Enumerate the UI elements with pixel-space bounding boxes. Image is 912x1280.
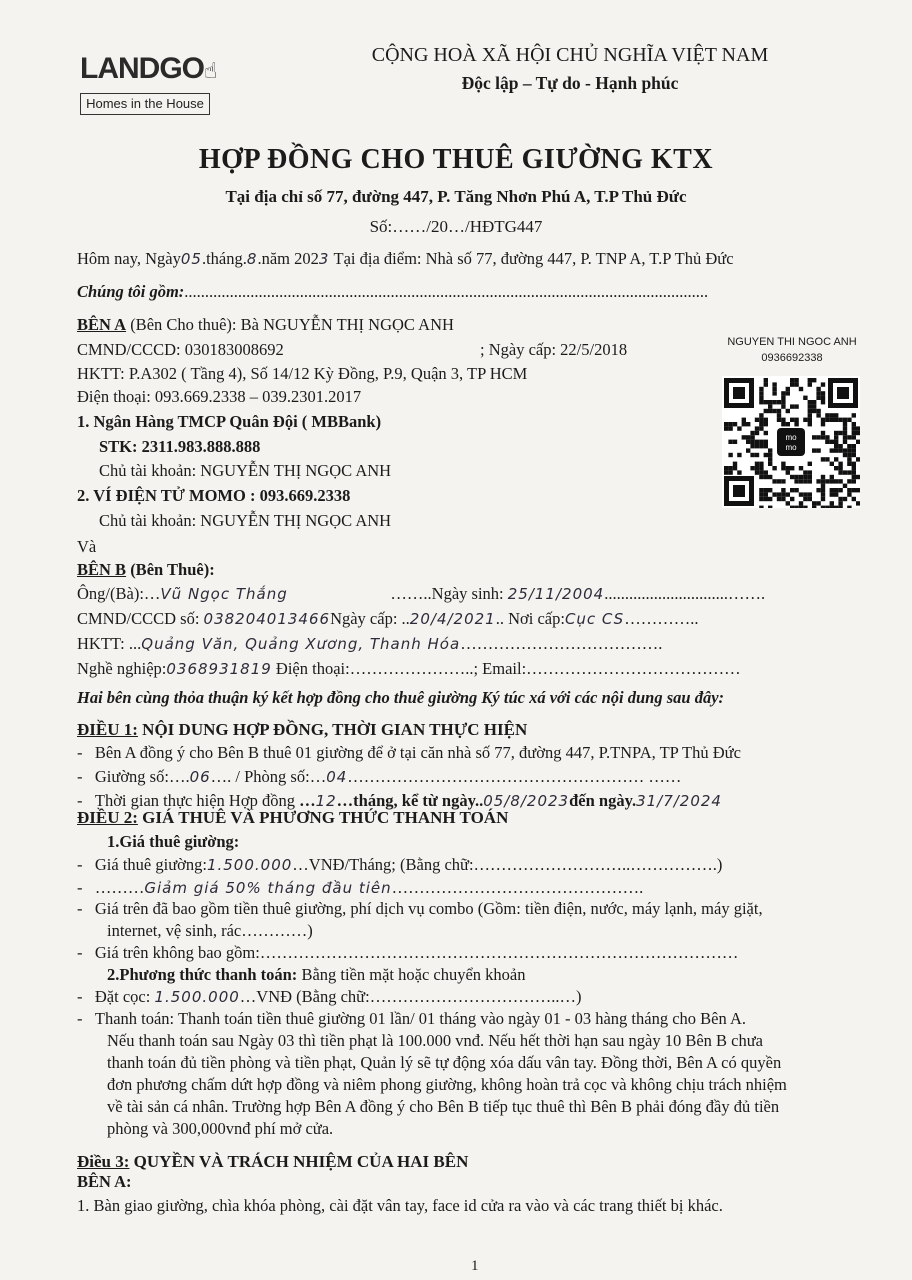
qr-center-label: mo	[785, 433, 797, 442]
party-b-id: 038204013466	[203, 610, 331, 628]
payment-method: 2.Phương thức thanh toán: Bằng tiền mặt hoặc chuyển khoản	[107, 965, 526, 984]
party-b-residence: Quảng Văn, Quảng Xương, Thanh Hóa	[141, 635, 461, 653]
party-a-residence: HKTT: P.A302 ( Tầng 4), Số 14/12 Kỳ Đồng, P.9, Quận 3, TP HCM	[77, 364, 528, 383]
payment-terms-2: Nếu thanh toán sau Ngày 03 thì tiền phạt là 100.000 vnđ. Nếu hết thời hạn sau ngày 10 Bên B chưa	[107, 1031, 763, 1050]
article1-heading: ĐIỀU 1: NỘI DUNG HỢP ĐỒNG, THỜI GIAN THỰC HIỆN	[77, 720, 528, 739]
party-b-dob: 25/11/2004	[507, 585, 605, 603]
term-months: 12	[315, 792, 337, 810]
deposit-line: - Đặt cọc: 1.500.000…VNĐ (Bằng chữ:……………………………..…)	[77, 987, 582, 1006]
date-year: 3	[318, 250, 330, 268]
party-a-id: CMND/CCCD: 030183008692	[77, 340, 284, 359]
includes-line: - Giá trên đã bao gồm tiền thuê giường, phí dịch vụ combo (Gồm: tiền điện, nước, máy lạnh, máy giặt,	[77, 899, 763, 918]
article1-line1: - Bên A đồng ý cho Bên B thuê 01 giường để ở tại căn nhà số 77, đường 447, P.TNPA, TP Thủ Đức	[77, 743, 741, 762]
article1-term-line: - Thời gian thực hiện Hợp đồng …12…tháng, kể từ ngày..05/8/2023đến ngày.31/7/2024	[77, 791, 722, 810]
party-b-name-line: Ông/(Bà):…Vũ Ngọc Thắng ……..Ngày sinh: 25/11/2004..............................…….	[77, 584, 766, 603]
article1-bed-line: - Giường số:….06…. / Phòng số:…04……………………………………………… ……	[77, 767, 682, 786]
parties-intro: Chúng tôi gồm:...............................................................................................................................	[77, 282, 709, 301]
room-number: 04	[326, 768, 348, 786]
qr-name: NGUYEN THI NGOC ANH	[727, 336, 857, 348]
article3-item1: 1. Bàn giao giường, chìa khóa phòng, cài đặt vân tay, face id cửa ra vào và các trang thiết bị khác.	[77, 1196, 723, 1215]
payment-terms-6: phòng và 300,000vnđ phí mở cửa.	[107, 1119, 334, 1138]
bank-account: STK: 2311.983.888.888	[99, 437, 261, 456]
start-date: 05/8/20	[483, 792, 549, 810]
party-b-id-place: Cục CS	[564, 610, 625, 628]
national-title: CỘNG HOÀ XÃ HỘI CHỦ NGHĨA VIỆT NAM	[371, 44, 769, 66]
date-month: 8	[246, 250, 258, 268]
payment-terms-4: đơn phương chấm dứt hợp đồng và niêm phong giường, không hoàn trả cọc và không chịu trách nhiệm	[107, 1075, 787, 1094]
price-line: - Giá thuê giường:1.500.000…VNĐ/Tháng; (Bằng chữ:………………………..…………….)	[77, 855, 723, 874]
price-value: 1.500.000	[206, 856, 293, 874]
price-words-line: - ………Giảm giá 50% tháng đầu tiên……………………………………….	[77, 878, 644, 897]
discount-note: Giảm giá 50% tháng đầu tiên	[144, 879, 392, 897]
momo-holder: Chủ tài khoản: NGUYỄN THỊ NGỌC ANH	[99, 511, 392, 530]
and-word: Và	[77, 537, 97, 556]
bank-title: 1. Ngân Hàng TMCP Quân Đội ( MBBank)	[77, 412, 382, 431]
article2-heading: ĐIỀU 2: GIÁ THUÊ VÀ PHƯƠNG THỨC THANH TOÁN	[77, 808, 509, 827]
party-b-heading: BÊN B (Bên Thuê):	[77, 560, 215, 579]
date-line: Hôm nay, Ngày05.tháng.8.năm 2023 Tại địa điểm: Nhà số 77, đường 447, P. TNP A, T.P Thủ Đức	[77, 249, 734, 268]
party-b-name: Vũ Ngọc Thắng	[160, 585, 288, 603]
momo-qr-code-icon	[722, 376, 860, 508]
party-a-issue-date: ; Ngày cấp: 22/5/2018	[480, 340, 628, 359]
bed-number: 06	[189, 768, 211, 786]
contract-number: Số:……/20…/HĐTG447	[369, 217, 543, 236]
document-title: HỢP ĐỒNG CHO THUÊ GIƯỜNG KTX	[198, 144, 714, 175]
qr-phone: 0936692338	[761, 352, 823, 364]
payment-terms-5: về tài sản cá nhân. Trường hợp Bên A đồng ý cho Bên B tiếp tục thuê thì Bên B phải đóng đầy đủ tiền	[107, 1097, 780, 1116]
date-day: 05	[180, 250, 202, 268]
excludes-line: - Giá trên không bao gồm:……………………………………………………………………………	[77, 943, 739, 962]
page-number: 1	[471, 1258, 479, 1274]
party-b-job: 0368931819	[166, 660, 272, 678]
location: Tại địa điểm: Nhà số 77, đường 447, P. TNP A, T.P Thủ Đức	[333, 249, 734, 268]
logo-tagline: Homes in the House	[80, 93, 210, 115]
address-line: Tại địa chỉ số 77, đường 447, P. Tăng Nhơn Phú A, T.P Thủ Đức	[225, 187, 687, 206]
party-a-phone: Điện thoại: 093.669.2338 – 039.2301.2017	[77, 387, 362, 406]
agreement-intro: Hai bên cùng thỏa thuận ký kết hợp đồng cho thuê giường Ký túc xá với các nội dung sau đây:	[77, 688, 725, 707]
payment-terms-1: - Thanh toán: Thanh toán tiền thuê giường 01 lần/ 01 tháng vào ngày 01 - 03 hàng tháng cho Bên A.	[77, 1009, 746, 1028]
logo: LANDGO☝	[80, 52, 217, 85]
deposit-value: 1.500.000	[154, 988, 240, 1006]
party-b-id-line: CMND/CCCD số: 038204013466Ngày cấp: ..20/4/2021.. Nơi cấp:Cục CS…………..	[77, 609, 699, 628]
end-date: 31/7/20	[636, 792, 701, 810]
party-a-heading: BÊN A (Bên Cho thuê): Bà NGUYỄN THỊ NGỌC ANH	[77, 315, 454, 334]
party-b-id-date: 20/4/2021	[409, 610, 496, 628]
svg-text:mo: mo	[785, 443, 797, 452]
article3-heading: Điều 3: QUYỀN VÀ TRÁCH NHIỆM CỦA HAI BÊN	[77, 1152, 469, 1171]
article3-party-a: BÊN A:	[77, 1172, 132, 1191]
includes-line-2: internet, vệ sinh, rác…………)	[107, 921, 313, 940]
logo-hand-icon: ☝	[204, 58, 217, 83]
bank-holder: Chủ tài khoản: NGUYỄN THỊ NGỌC ANH	[99, 461, 392, 480]
payment-terms-3: thanh toán đủ tiền phòng và tiền phạt, Quản lý sẽ tự động xóa dấu vân tay. Đồng thời, Bên A có quyền	[107, 1053, 782, 1072]
momo-title: 2. VÍ ĐIỆN TỬ MOMO : 093.669.2338	[77, 486, 351, 505]
party-b-residence-line: HKTT: ...Quảng Văn, Quảng Xương, Thanh Hóa……………………………….	[77, 634, 663, 653]
motto: Độc lập – Tự do - Hạnh phúc	[461, 73, 679, 93]
article2-sub1: 1.Giá thuê giường:	[107, 832, 240, 851]
party-b-job-line: Nghề nghiệp:0368931819 Điện thoại:…………………..; Email:…………………………………	[77, 659, 741, 678]
